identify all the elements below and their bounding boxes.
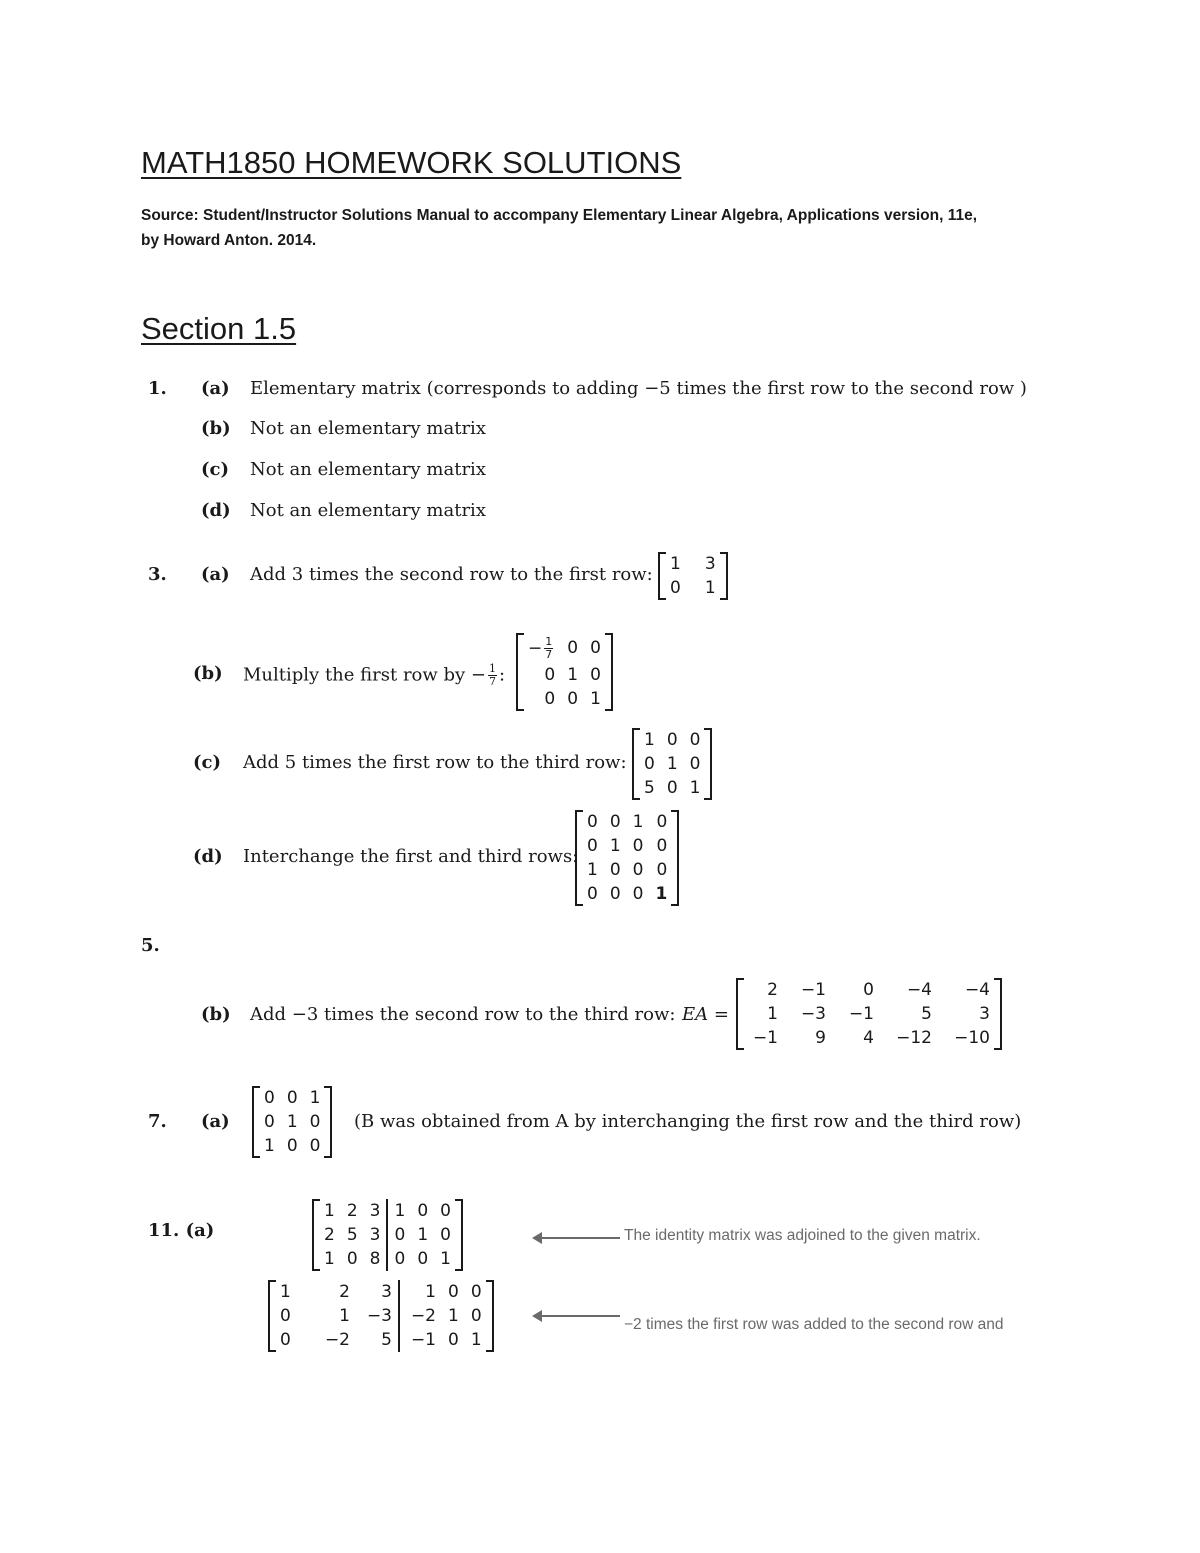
problem-3d-text: Interchange the first and third rows: [243, 846, 579, 867]
matrix-cell: 0 [587, 884, 598, 904]
fraction [544, 636, 553, 661]
matrix-cell: 0 [440, 1201, 451, 1221]
left-arrow-icon [534, 1237, 620, 1239]
annotation-1: The identity matrix was adjoined to the given matrix. [624, 1227, 981, 1244]
problem-3b-text [243, 663, 505, 688]
matrix-cell: 0 [689, 754, 701, 774]
problem-5b-text: Add −3 times the second row to the third row: [250, 1004, 676, 1025]
problem-3a-label: (a) [201, 564, 230, 585]
matrix-cell: 0 [417, 1201, 429, 1221]
problem-1-number: 1. [148, 378, 167, 399]
matrix-cell: 0 [346, 1249, 358, 1269]
problem-7a-label: (a) [201, 1111, 230, 1132]
matrix-cell: −4 [906, 980, 932, 1000]
matrix-cell: 0 [387, 1247, 411, 1271]
problem-1c-text: Not an elementary matrix [250, 459, 486, 480]
matrix-cell: 0 [656, 836, 668, 856]
matrix-cell: 1 [587, 860, 598, 880]
matrix-cell: 0 [280, 1330, 291, 1350]
matrix-cell: 1 [387, 1199, 411, 1223]
source-line-1: Source: Student/Instructor Solutions Manual to accompany Elementary Linear Algebra, Applications version, 11e, [141, 207, 978, 224]
matrix-cell: 1 [567, 665, 579, 685]
matrix-cell: 0 [309, 1136, 321, 1156]
problem-5-number: 5. [141, 935, 160, 956]
matrix-cell: −4 [964, 980, 990, 1000]
matrix-11a-step1 [312, 1199, 463, 1271]
problem-1a-label: (a) [201, 378, 230, 399]
matrix-cell: 0 [264, 1088, 275, 1108]
matrix-cell: 1 [666, 754, 678, 774]
matrix-cell: 0 [670, 578, 681, 598]
problem-1a-text: Elementary matrix (corresponds to adding −5 times the first row to the second row ) [250, 378, 1027, 399]
problem-7-number: 7. [148, 1111, 167, 1132]
problem-3c-label: (c) [193, 752, 221, 773]
matrix-cell: 1 [655, 884, 668, 904]
matrix-cell: 0 [656, 860, 668, 880]
matrix-cell: 0 [280, 1306, 291, 1326]
matrix-cell: 0 [470, 1282, 482, 1302]
section-title: Section 1.5 [141, 311, 297, 346]
problem-1d-label: (d) [201, 500, 231, 521]
matrix-cell: 0 [632, 884, 644, 904]
matrix-cell: 9 [815, 1028, 826, 1048]
matrix-cell [522, 633, 561, 663]
matrix-cell: 1 [767, 1004, 778, 1024]
page-title: MATH1850 HOMEWORK SOLUTIONS [141, 145, 682, 180]
matrix-cell: 0 [544, 665, 556, 685]
matrix-5b [736, 978, 1002, 1050]
matrix-11a-step2 [268, 1280, 494, 1352]
matrix-3d [575, 810, 679, 906]
matrix-cell: 0 [567, 638, 579, 658]
matrix-cell: 0 [644, 754, 655, 774]
matrix-cell: 0 [470, 1306, 482, 1326]
matrix-cell: 1 [609, 836, 621, 856]
matrix-cell: 4 [863, 1028, 874, 1048]
matrix-cell: 0 [590, 665, 601, 685]
matrix-cell: 0 [448, 1330, 459, 1350]
matrix-cell: −12 [896, 1028, 932, 1048]
matrix-cell: 2 [767, 980, 778, 1000]
matrix-cell: −1 [800, 980, 826, 1000]
matrix-cell: 3 [704, 554, 716, 574]
matrix-cell: −1 [399, 1328, 442, 1352]
matrix-cell: 1 [339, 1306, 350, 1326]
matrix-cell: 1 [417, 1225, 429, 1245]
problem-3b-label: (b) [193, 663, 223, 684]
problem-1d-text: Not an elementary matrix [250, 500, 486, 521]
matrix-cell: 0 [286, 1088, 298, 1108]
matrix-cell: −1 [848, 1004, 874, 1024]
matrix-cell: 1 [324, 1201, 335, 1221]
annotation-2: −2 times the first row was added to the second row and [624, 1316, 1004, 1333]
problem-3b-text-main: Multiply the first row by − [243, 664, 487, 686]
minus-sign: − [528, 638, 543, 658]
matrix-cell: 0 [666, 730, 678, 750]
matrix-cell: 3 [979, 1004, 990, 1024]
matrix-cell: 1 [590, 689, 601, 709]
matrix-cell: −3 [800, 1004, 826, 1024]
matrix-cell: 1 [670, 554, 681, 574]
left-arrow-icon [534, 1315, 620, 1317]
problem-3d-label: (d) [193, 846, 223, 867]
matrix-cell: 0 [286, 1136, 298, 1156]
matrix-cell: 8 [369, 1249, 381, 1269]
matrix-cell: 1 [440, 1249, 451, 1269]
matrix-cell: 2 [324, 1225, 335, 1245]
matrix-cell: −3 [366, 1306, 392, 1326]
problem-3c-text: Add 5 times the first row to the third row: [243, 752, 627, 773]
matrix-cell: 1 [448, 1306, 459, 1326]
matrix-cell: 0 [609, 884, 621, 904]
matrix-cell: 0 [440, 1225, 451, 1245]
matrix-cell: 1 [324, 1249, 335, 1269]
matrix-cell: 5 [921, 1004, 932, 1024]
matrix-cell: 0 [417, 1249, 429, 1269]
matrix-cell: 0 [632, 836, 644, 856]
matrix-cell: 3 [369, 1201, 381, 1221]
matrix-cell: 1 [309, 1088, 321, 1108]
problem-3-number: 3. [148, 564, 167, 585]
matrix-cell: 1 [689, 778, 701, 798]
matrix-cell: 0 [863, 980, 874, 1000]
problem-7a-text: (B was obtained from A by interchanging the first row and the third row) [354, 1111, 1022, 1132]
matrix-cell: 1 [644, 730, 655, 750]
problem-5b-label: (b) [201, 1004, 231, 1025]
fraction-denominator: 7 [489, 675, 497, 688]
problem-3b-colon: : [499, 664, 506, 686]
matrix-cell: −2 [399, 1304, 442, 1328]
matrix-cell: −2 [324, 1330, 350, 1350]
matrix-cell: 5 [644, 778, 655, 798]
matrix-cell: 5 [346, 1225, 358, 1245]
matrix-cell: 1 [264, 1136, 275, 1156]
matrix-cell: 3 [369, 1225, 381, 1245]
matrix-cell: 1 [632, 812, 644, 832]
matrix-cell: 0 [387, 1223, 411, 1247]
matrix-cell: 3 [381, 1282, 392, 1302]
matrix-cell: 1 [399, 1280, 442, 1304]
matrix-cell: 1 [470, 1330, 482, 1350]
problem-1c-label: (c) [201, 459, 229, 480]
matrix-cell: 0 [590, 638, 601, 658]
matrix-cell: 0 [264, 1112, 275, 1132]
matrix-3b [516, 633, 613, 711]
problem-5b-equation: EA = [682, 1004, 729, 1025]
problem-11a-label: 11. (a) [148, 1220, 215, 1241]
problem-1b-text: Not an elementary matrix [250, 418, 486, 439]
fraction-numerator: 1 [489, 662, 497, 675]
matrix-cell: 0 [656, 812, 668, 832]
matrix-cell: 0 [609, 812, 621, 832]
matrix-cell: 0 [666, 778, 678, 798]
matrix-cell: 0 [689, 730, 701, 750]
matrix-cell: 0 [567, 689, 579, 709]
matrix-cell: 1 [280, 1282, 291, 1302]
fraction [488, 663, 497, 688]
matrix-cell: 5 [381, 1330, 392, 1350]
matrix-cell: 0 [448, 1282, 459, 1302]
matrix-cell: 2 [339, 1282, 350, 1302]
matrix-cell: 0 [544, 689, 556, 709]
matrix-7a [252, 1086, 332, 1158]
matrix-3a [658, 552, 728, 600]
problem-1b-label: (b) [201, 418, 231, 439]
matrix-cell: 0 [309, 1112, 321, 1132]
matrix-cell: 0 [587, 836, 598, 856]
matrix-cell: 1 [704, 578, 716, 598]
matrix-cell: 1 [286, 1112, 298, 1132]
matrix-3c [632, 728, 712, 800]
matrix-cell: 0 [587, 812, 598, 832]
matrix-cell: −1 [752, 1028, 778, 1048]
problem-3a-text: Add 3 times the second row to the first row: [250, 564, 653, 585]
matrix-cell: −10 [954, 1028, 990, 1048]
matrix-cell: 0 [609, 860, 621, 880]
fraction-numerator: 1 [545, 634, 553, 648]
matrix-cell: 0 [632, 860, 644, 880]
source-line-2: by Howard Anton. 2014. [141, 232, 317, 249]
matrix-cell: 2 [346, 1201, 358, 1221]
fraction-denominator: 7 [545, 647, 553, 661]
